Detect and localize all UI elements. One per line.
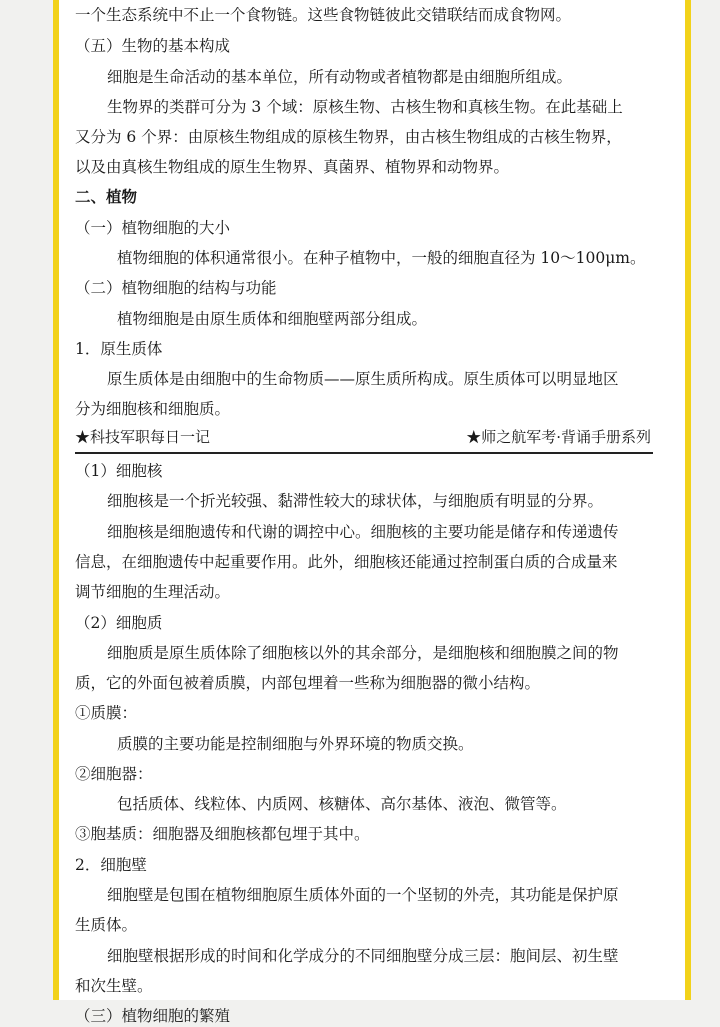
text-line: 细胞核是一个折光较强、黏滞性较大的球状体，与细胞质有明显的分界。: [107, 492, 604, 510]
text-line: 以及由真核生物组成的原生生物界、真菌界、植物界和动物界。: [75, 158, 510, 176]
item-heading: 2．细胞壁: [75, 856, 147, 874]
text-line: 一个生态系统中不止一个食物链。这些食物链彼此交错联结而成食物网。: [75, 6, 572, 24]
subsection-heading: （二）植物细胞的结构与功能: [75, 279, 277, 297]
text-line: 生物界的类群可分为 3 个域：原核生物、古核生物和真核生物。在此基础上: [107, 98, 623, 116]
text-line: 细胞质是原生质体除了细胞核以外的其余部分，是细胞核和细胞膜之间的物: [107, 644, 619, 662]
text-line: 原生质体是由细胞中的生命物质——原生质所构成。原生质体可以明显地区: [107, 370, 619, 388]
page: [53, 0, 691, 1025]
text-line: 分为细胞核和细胞质。: [75, 400, 231, 418]
text-line: 质膜的主要功能是控制细胞与外界环境的物质交换。: [117, 735, 474, 753]
item-heading: （1）细胞核: [75, 462, 163, 480]
item-heading: 1．原生质体: [75, 340, 163, 358]
subsection-heading: （三）植物细胞的繁殖: [75, 1007, 231, 1025]
item-heading: ①质膜：: [75, 704, 138, 722]
text-line: 细胞核是细胞遗传和代谢的调控中心。细胞核的主要功能是储存和传递遗传: [107, 523, 619, 541]
text-line: 调节细胞的生理活动。: [75, 583, 231, 601]
section-heading: 二、植物: [75, 187, 138, 206]
text-line: 又分为 6 个界：由原核生物组成的原核生物界，由古核生物组成的古核生物界，: [75, 128, 622, 146]
item-heading: ②细胞器：: [75, 765, 153, 783]
item-heading: （2）细胞质: [75, 614, 163, 632]
text-line: 细胞壁根据形成的时间和化学成分的不同细胞壁分成三层：胞间层、初生壁: [107, 947, 619, 965]
running-header-left: ★科技军职每日一记: [75, 428, 211, 446]
text-line: 质，它的外面包被着质膜，内部包埋着一些称为细胞器的微小结构。: [75, 674, 541, 692]
text-line: 信息，在细胞遗传中起重要作用。此外，细胞核还能通过控制蛋白质的合成量来: [75, 553, 618, 571]
text-line: ③胞基质：细胞器及细胞核都包埋于其中。: [75, 825, 370, 843]
running-header-right: ★师之航军考·背诵手册系列: [466, 428, 651, 446]
subsection-heading: （五）生物的基本构成: [75, 37, 231, 55]
text-line: 包括质体、线粒体、内质网、核糖体、高尔基体、液泡、微管等。: [117, 795, 567, 813]
text-line: 植物细胞是由原生质体和细胞壁两部分组成。: [117, 310, 428, 328]
subsection-heading: （一）植物细胞的大小: [75, 219, 231, 237]
header-rule: [75, 452, 653, 454]
text-line: 细胞壁是包围在植物细胞原生质体外面的一个坚韧的外壳，其功能是保护原: [107, 886, 619, 904]
text-line: 植物细胞的体积通常很小。在种子植物中，一般的细胞直径为 10～100μm。: [117, 249, 646, 267]
text-line: 生质体。: [75, 916, 138, 934]
text-line: 和次生壁。: [75, 977, 153, 995]
text-line: 细胞是生命活动的基本单位，所有动物或者植物都是由细胞所组成。: [107, 68, 573, 86]
